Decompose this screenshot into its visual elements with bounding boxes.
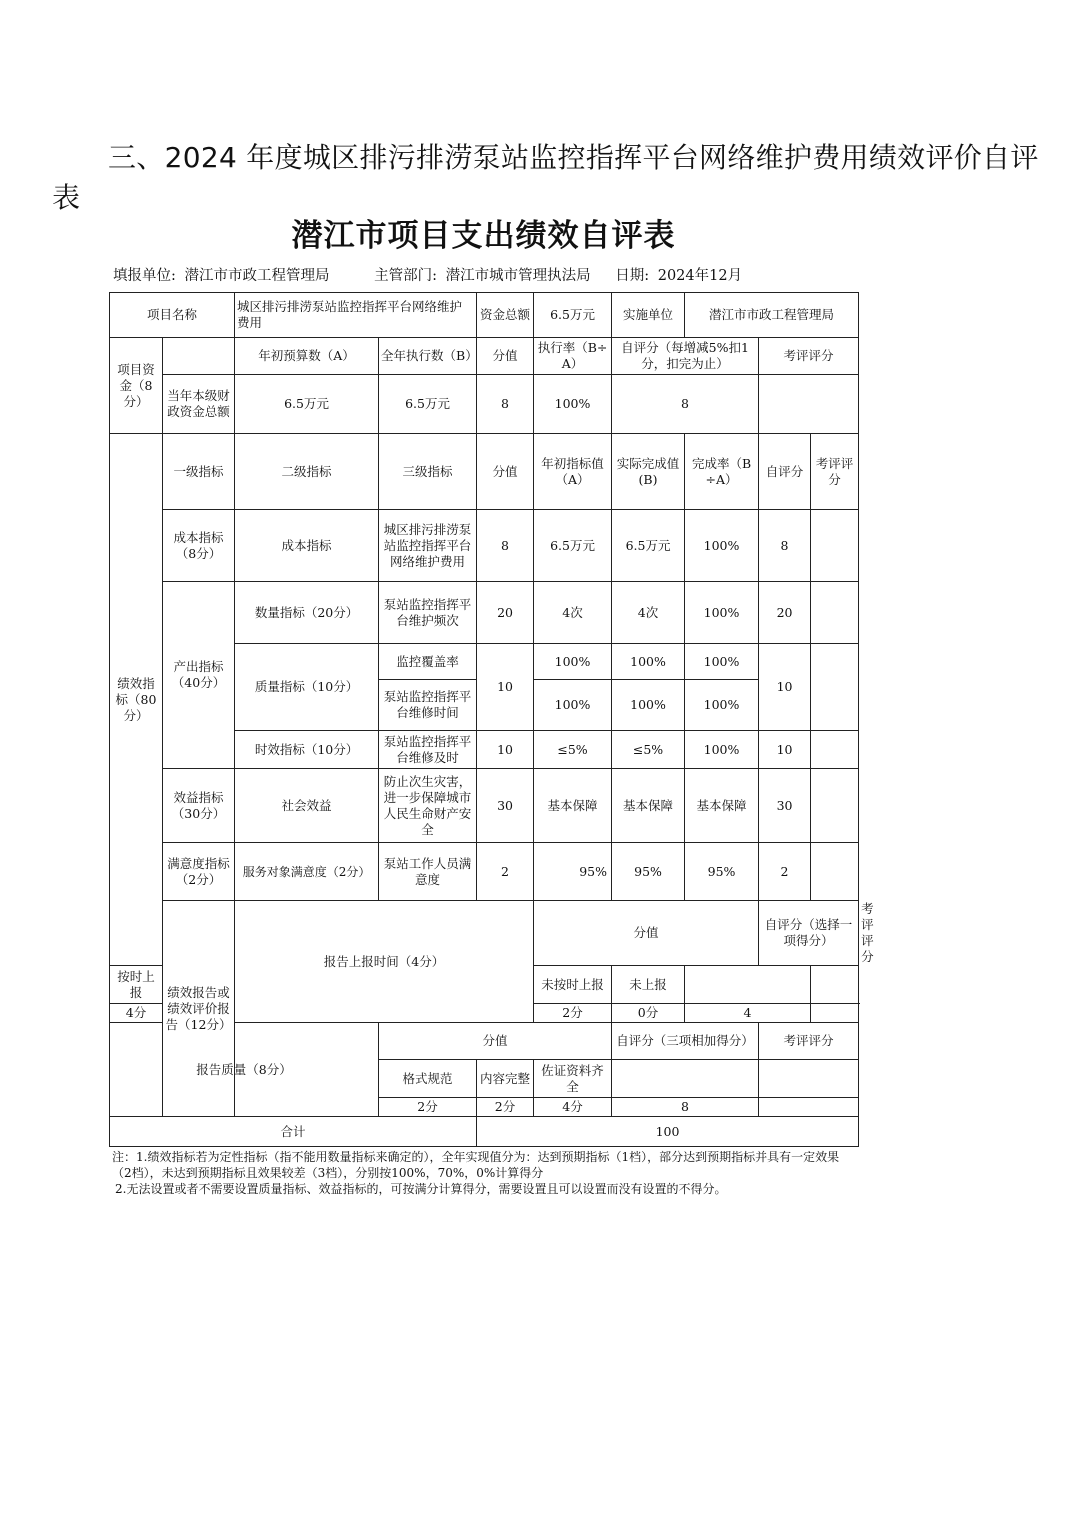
funds-header-row bbox=[110, 338, 859, 375]
perf-h-actual: 实际完成值(B) bbox=[612, 434, 685, 510]
fund-label: 资金总额 bbox=[477, 293, 534, 338]
qty-target: 4次 bbox=[534, 582, 612, 644]
perf-h-eval: 考评评分 bbox=[811, 434, 859, 510]
satisfaction-self: 2 bbox=[759, 843, 811, 901]
cost-l3: 城区排污排涝泵站监控指挥平台网络维护费用 bbox=[379, 510, 477, 582]
satisfaction-l3: 泵站工作人员满意度 bbox=[379, 843, 477, 901]
qty-actual: 4次 bbox=[612, 582, 685, 644]
total-value: 100 bbox=[477, 1117, 859, 1147]
perf-section-label: 绩效指标（80分） bbox=[110, 434, 163, 966]
report-timing-h-self: 自评分（选择一项得分） bbox=[759, 901, 859, 966]
report-quality-self-blank bbox=[612, 1060, 759, 1098]
impl-label: 实施单位 bbox=[612, 293, 685, 338]
report-timing-eval bbox=[811, 1004, 859, 1023]
time-rate: 100% bbox=[685, 731, 759, 769]
quality-rate-2: 100% bbox=[685, 680, 759, 731]
quality-eval bbox=[811, 644, 859, 731]
funds-h-exec: 全年执行数（B） bbox=[379, 338, 477, 375]
report-timing-self: 4 bbox=[685, 1004, 811, 1023]
benefit-score: 30 bbox=[477, 769, 534, 843]
qty-l2: 数量指标（20分） bbox=[235, 582, 379, 644]
report-timing-h-score: 分值 bbox=[534, 901, 759, 966]
cost-eval bbox=[811, 510, 859, 582]
perf-h-score: 分值 bbox=[477, 434, 534, 510]
report-timing-o2: 未按时上报 bbox=[534, 966, 612, 1004]
report-quality-o2: 内容完整 bbox=[477, 1060, 534, 1098]
funds-h-rate: 执行率（B÷A） bbox=[534, 338, 612, 375]
benefit-actual: 基本保障 bbox=[612, 769, 685, 843]
note-1: 注：1.绩效指标若为定性指标（指不能用数量指标来确定的），全年实现值分为：达到预期指标（1档），部分达到预期指标并具有一定效果（2档），未达到预期指标且效果较差（3档），分别按100%，70%，0%计算得分 bbox=[112, 1150, 840, 1180]
perf-h-target: 年初指标值（A） bbox=[534, 434, 612, 510]
report-quality-label: 报告质量（8分） bbox=[110, 1023, 379, 1117]
qty-self: 20 bbox=[759, 582, 811, 644]
report-quality-o1: 格式规范 bbox=[379, 1060, 477, 1098]
funds-eval bbox=[759, 375, 859, 434]
total-row bbox=[110, 1117, 859, 1147]
unit-label: 填报单位: bbox=[113, 268, 176, 284]
funds-h-self: 自评分（每增减5%扣1分，扣完为止） bbox=[612, 338, 759, 375]
notes bbox=[109, 1147, 858, 1197]
quality-target-2: 100% bbox=[534, 680, 612, 731]
cost-target: 6.5万元 bbox=[534, 510, 612, 582]
report-timing-self-blank bbox=[685, 966, 811, 1004]
note-2: 2.无法设置或者不需要设置质量指标、效益指标的，可按满分计算得分，需要设置且可以设置而没有设置的不得分。 bbox=[115, 1182, 727, 1196]
satisfaction-row bbox=[110, 843, 859, 901]
perf-h-l1: 一级指标 bbox=[163, 434, 235, 510]
impl-value: 潜江市市政工程管理局 bbox=[685, 293, 859, 338]
qty-l3: 泵站监控指挥平台维护频次 bbox=[379, 582, 477, 644]
date-value: 2024年12月 bbox=[657, 268, 743, 284]
funds-exec: 6.5万元 bbox=[379, 375, 477, 434]
satisfaction-eval bbox=[811, 843, 859, 901]
report-quality-self: 8 bbox=[612, 1098, 759, 1117]
benefit-self: 30 bbox=[759, 769, 811, 843]
report-quality-v2: 2分 bbox=[477, 1098, 534, 1117]
quality-actual-2: 100% bbox=[612, 680, 685, 731]
benefit-target: 基本保障 bbox=[534, 769, 612, 843]
cost-row bbox=[110, 510, 859, 582]
funds-score: 8 bbox=[477, 375, 534, 434]
report-timing-label: 报告上报时间（4分） bbox=[235, 901, 534, 1023]
report-section-label: 绩效报告或绩效评价报告（12分） bbox=[163, 901, 235, 1117]
report-timing-o1: 按时上报 bbox=[110, 966, 163, 1004]
benefit-l1: 效益指标（30分） bbox=[163, 769, 235, 843]
quality-l3-1: 监控覆盖率 bbox=[379, 644, 477, 680]
perf-h-l3: 三级指标 bbox=[379, 434, 477, 510]
report-quality-h-score: 分值 bbox=[379, 1023, 612, 1060]
report-quality-o3: 佐证资料齐全 bbox=[534, 1060, 612, 1098]
funds-h-score: 分值 bbox=[477, 338, 534, 375]
quality-self: 10 bbox=[759, 644, 811, 731]
cost-rate: 100% bbox=[685, 510, 759, 582]
quality-actual-1: 100% bbox=[612, 644, 685, 680]
project-row bbox=[110, 293, 859, 338]
cost-l2: 成本指标 bbox=[235, 510, 379, 582]
perf-h-rate: 完成率（B÷A） bbox=[685, 434, 759, 510]
cost-self: 8 bbox=[759, 510, 811, 582]
qty-score: 20 bbox=[477, 582, 534, 644]
project-name: 城区排污排涝泵站监控指挥平台网络维护费用 bbox=[235, 293, 477, 338]
time-actual: ≤5% bbox=[612, 731, 685, 769]
funds-header-blank bbox=[163, 338, 235, 375]
report-quality-h-self: 自评分（三项相加得分） bbox=[612, 1023, 759, 1060]
dept-value: 潜江市城市管理执法局 bbox=[445, 268, 591, 284]
perf-h-l2: 二级指标 bbox=[235, 434, 379, 510]
satisfaction-actual: 95% bbox=[612, 843, 685, 901]
report-timing-header-row: 绩效报告或绩效评价报告（12分） 报告上报时间（4分） 分值 自评分（选择一项得分） 考评评分 bbox=[110, 901, 859, 966]
time-eval bbox=[811, 731, 859, 769]
cost-actual: 6.5万元 bbox=[612, 510, 685, 582]
fund-value: 6.5万元 bbox=[534, 293, 612, 338]
satisfaction-l1: 满意度指标（2分） bbox=[163, 843, 235, 901]
quality-l3-2: 泵站监控指挥平台维修时间 bbox=[379, 680, 477, 731]
funds-rate: 100% bbox=[534, 375, 612, 434]
funds-section-label: 项目资金（8分） bbox=[110, 338, 163, 434]
total-label: 合计 bbox=[110, 1117, 477, 1147]
report-timing-v2: 2分 bbox=[534, 1004, 612, 1023]
quality-rate-1: 100% bbox=[685, 644, 759, 680]
unit-value: 潜江市市政工程管理局 bbox=[184, 268, 330, 284]
funds-budget: 6.5万元 bbox=[235, 375, 379, 434]
report-timing-eval-blank bbox=[811, 966, 859, 1004]
funds-h-budget: 年初预算数（A） bbox=[235, 338, 379, 375]
report-quality-eval bbox=[759, 1098, 859, 1117]
output-l1: 产出指标（40分） bbox=[163, 582, 235, 769]
benefit-l2: 社会效益 bbox=[235, 769, 379, 843]
funds-self: 8 bbox=[612, 375, 759, 434]
benefit-eval bbox=[811, 769, 859, 843]
date-label: 日期: bbox=[615, 268, 650, 284]
self-evaluation-sheet bbox=[109, 212, 874, 1197]
qty-eval bbox=[811, 582, 859, 644]
satisfaction-rate: 95% bbox=[685, 843, 759, 901]
evaluation-table bbox=[109, 292, 874, 1147]
satisfaction-target: 95% bbox=[534, 843, 612, 901]
time-l3: 泵站监控指挥平台维修及时 bbox=[379, 731, 477, 769]
report-quality-v1: 2分 bbox=[379, 1098, 477, 1117]
quality-score: 10 bbox=[477, 644, 534, 731]
sheet-title: 潜江市项目支出绩效自评表 bbox=[291, 218, 676, 254]
report-timing-v3: 0分 bbox=[612, 1004, 685, 1023]
document-heading: 三、2024 年度城区排污排涝泵站监控指挥平台网络维护费用绩效评价自评表 bbox=[52, 141, 1039, 214]
qty-row bbox=[110, 582, 859, 644]
report-quality-v3: 4分 bbox=[534, 1098, 612, 1117]
time-self: 10 bbox=[759, 731, 811, 769]
funds-h-eval: 考评评分 bbox=[759, 338, 859, 375]
perf-h-self: 自评分 bbox=[759, 434, 811, 510]
quality-l2: 质量指标（10分） bbox=[235, 644, 379, 731]
quality-target-1: 100% bbox=[534, 644, 612, 680]
report-quality-h-eval: 考评评分 bbox=[759, 1023, 859, 1060]
report-timing-v1: 4分 bbox=[110, 1004, 163, 1023]
satisfaction-l2: 服务对象满意度（2分） bbox=[235, 843, 379, 901]
time-target: ≤5% bbox=[534, 731, 612, 769]
satisfaction-score: 2 bbox=[477, 843, 534, 901]
benefit-l3: 防止次生灾害，进一步保障城市人民生命财产安全 bbox=[379, 769, 477, 843]
time-l2: 时效指标（10分） bbox=[235, 731, 379, 769]
benefit-row bbox=[110, 769, 859, 843]
cost-l1: 成本指标（8分） bbox=[163, 510, 235, 582]
qty-rate: 100% bbox=[685, 582, 759, 644]
sheet-meta bbox=[109, 260, 858, 292]
funds-data-row bbox=[110, 375, 859, 434]
report-timing-o3: 未上报 bbox=[612, 966, 685, 1004]
dept-label: 主管部门: bbox=[374, 268, 437, 284]
cost-score: 8 bbox=[477, 510, 534, 582]
funds-row-label: 当年本级财政资金总额 bbox=[163, 375, 235, 434]
time-score: 10 bbox=[477, 731, 534, 769]
benefit-rate: 基本保障 bbox=[685, 769, 759, 843]
report-quality-eval-blank bbox=[759, 1060, 859, 1098]
perf-header-row bbox=[110, 434, 859, 510]
project-name-label: 项目名称 bbox=[110, 293, 235, 338]
